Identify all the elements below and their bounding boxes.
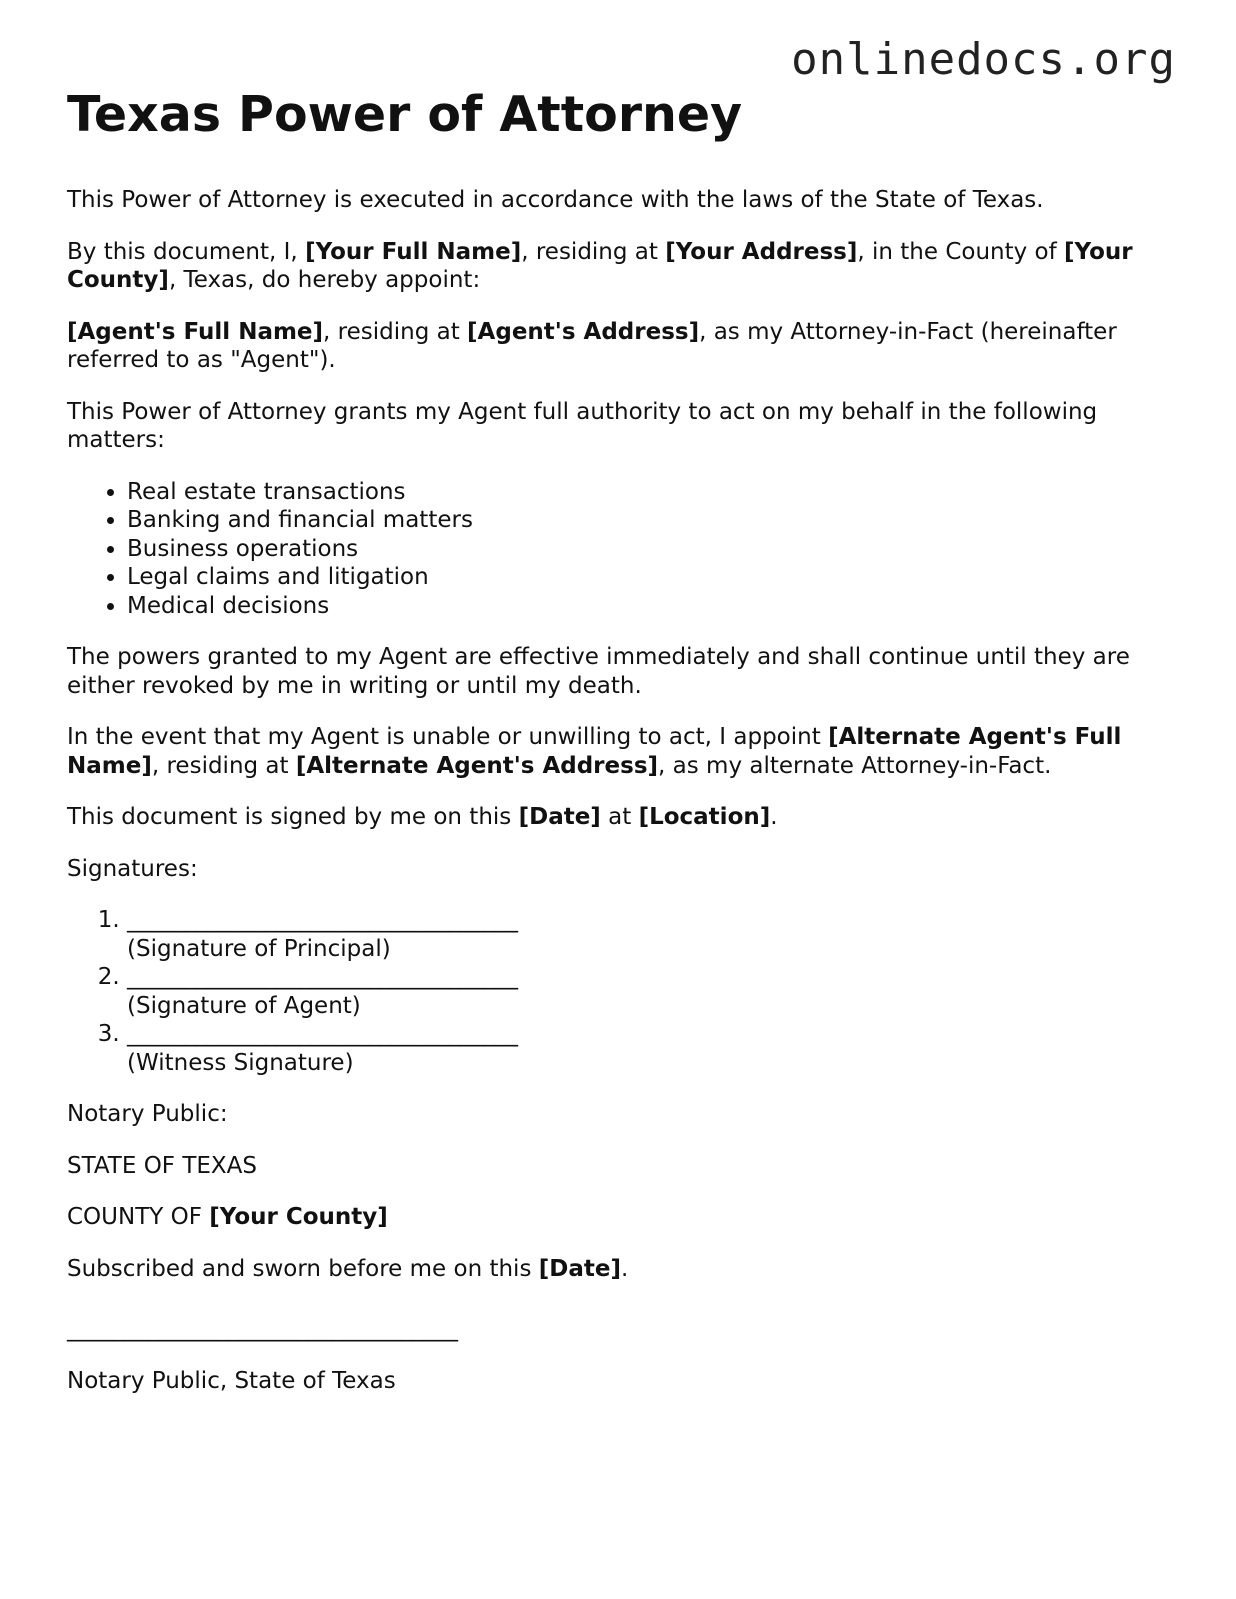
signed-location-field: [Location] bbox=[638, 804, 771, 830]
list-item: • Business operations bbox=[127, 535, 1167, 564]
signed-paragraph bbox=[67, 803, 1167, 832]
signature-item bbox=[127, 1020, 1167, 1077]
alternate-address-field: [Alternate Agent's Address] bbox=[295, 752, 659, 779]
principal-text-1: By this document, I, bbox=[67, 238, 306, 265]
list-item: • Medical decisions bbox=[127, 592, 1167, 621]
alternate-text-3: , as my alternate Attorney-in-Fact. bbox=[658, 752, 1052, 779]
signature-line-principal: 1. __________________________________ bbox=[127, 907, 518, 933]
signature-line-agent: 2. __________________________________ bbox=[127, 964, 518, 990]
notary-county-field: [Your County] bbox=[209, 1204, 388, 1230]
notary-sworn bbox=[67, 1255, 1167, 1284]
matters-list bbox=[67, 478, 1167, 621]
effective-paragraph: The powers granted to my Agent are effective immediately and shall continue until they are either revoked by me in writing or until my death. bbox=[67, 644, 1130, 699]
principal-text-2: , residing at bbox=[521, 238, 666, 265]
notary-sworn-text-2: . bbox=[620, 1255, 629, 1282]
notary-state: STATE OF TEXAS bbox=[67, 1152, 258, 1179]
list-item: • Real estate transactions bbox=[127, 478, 1167, 507]
notary-footer: Notary Public, State of Texas bbox=[67, 1367, 396, 1394]
principal-text-4: , Texas, do hereby appoint: bbox=[168, 267, 481, 293]
signatures-list bbox=[67, 906, 1167, 1077]
signed-date-field: [Date] bbox=[518, 804, 601, 830]
signature-caption: (Signature of Agent) bbox=[127, 992, 361, 1019]
agent-text-2: , as my Attorney-in-Fact (hereinafter referred to as "Agent"). bbox=[67, 318, 1117, 373]
alternate-name-field: [Alternate Agent's Full Name] bbox=[67, 724, 1122, 779]
alternate-text-2: , residing at bbox=[151, 752, 296, 779]
alternate-text-1: In the event that my Agent is unable or unwilling to act, I appoint bbox=[67, 724, 829, 750]
alternate-paragraph bbox=[67, 723, 1167, 780]
principal-name-field: [Your Full Name] bbox=[305, 238, 522, 265]
agent-address-field: [Agent's Address] bbox=[467, 318, 700, 345]
signed-text-3: . bbox=[770, 804, 778, 830]
grant-paragraph: This Power of Attorney grants my Agent full authority to act on my behalf in the following matters: bbox=[67, 398, 1098, 453]
signature-caption: (Signature of Principal) bbox=[127, 935, 391, 962]
intro-paragraph: This Power of Attorney is executed in accordance with the laws of the State of Texas. bbox=[67, 187, 1044, 213]
notary-county-prefix: COUNTY OF bbox=[67, 1204, 210, 1230]
document-body bbox=[67, 84, 1167, 1418]
signature-line-witness: 3. __________________________________ bbox=[127, 1021, 518, 1047]
watermark-logo: onlinedocs.org bbox=[791, 34, 1176, 85]
notary-sworn-text-1: Subscribed and sworn before me on this bbox=[67, 1255, 539, 1282]
signature-item bbox=[127, 906, 1167, 963]
signed-text-1: This document is signed by me on this bbox=[67, 804, 519, 830]
agent-name-field: [Agent's Full Name] bbox=[67, 318, 324, 345]
signature-caption: (Witness Signature) bbox=[127, 1049, 354, 1076]
notary-signature-line: __________________________________ bbox=[67, 1316, 458, 1342]
notary-sworn-date-field: [Date] bbox=[538, 1255, 621, 1282]
signatures-label: Signatures: bbox=[67, 855, 198, 882]
notary-county bbox=[67, 1203, 1167, 1232]
signature-item bbox=[127, 963, 1167, 1020]
notary-label: Notary Public: bbox=[67, 1101, 228, 1127]
list-item: • Banking and financial matters bbox=[127, 506, 1167, 535]
principal-county-field: [Your County] bbox=[67, 238, 1133, 293]
signed-text-2: at bbox=[600, 804, 639, 830]
agent-text-1: , residing at bbox=[323, 318, 468, 345]
list-item: • Legal claims and litigation bbox=[127, 563, 1167, 592]
agent-paragraph bbox=[67, 318, 1167, 375]
principal-address-field: [Your Address] bbox=[665, 238, 858, 265]
document-title: Texas Power of Attorney bbox=[67, 86, 743, 143]
principal-text-3: , in the County of bbox=[857, 238, 1065, 265]
principal-paragraph bbox=[67, 238, 1167, 295]
